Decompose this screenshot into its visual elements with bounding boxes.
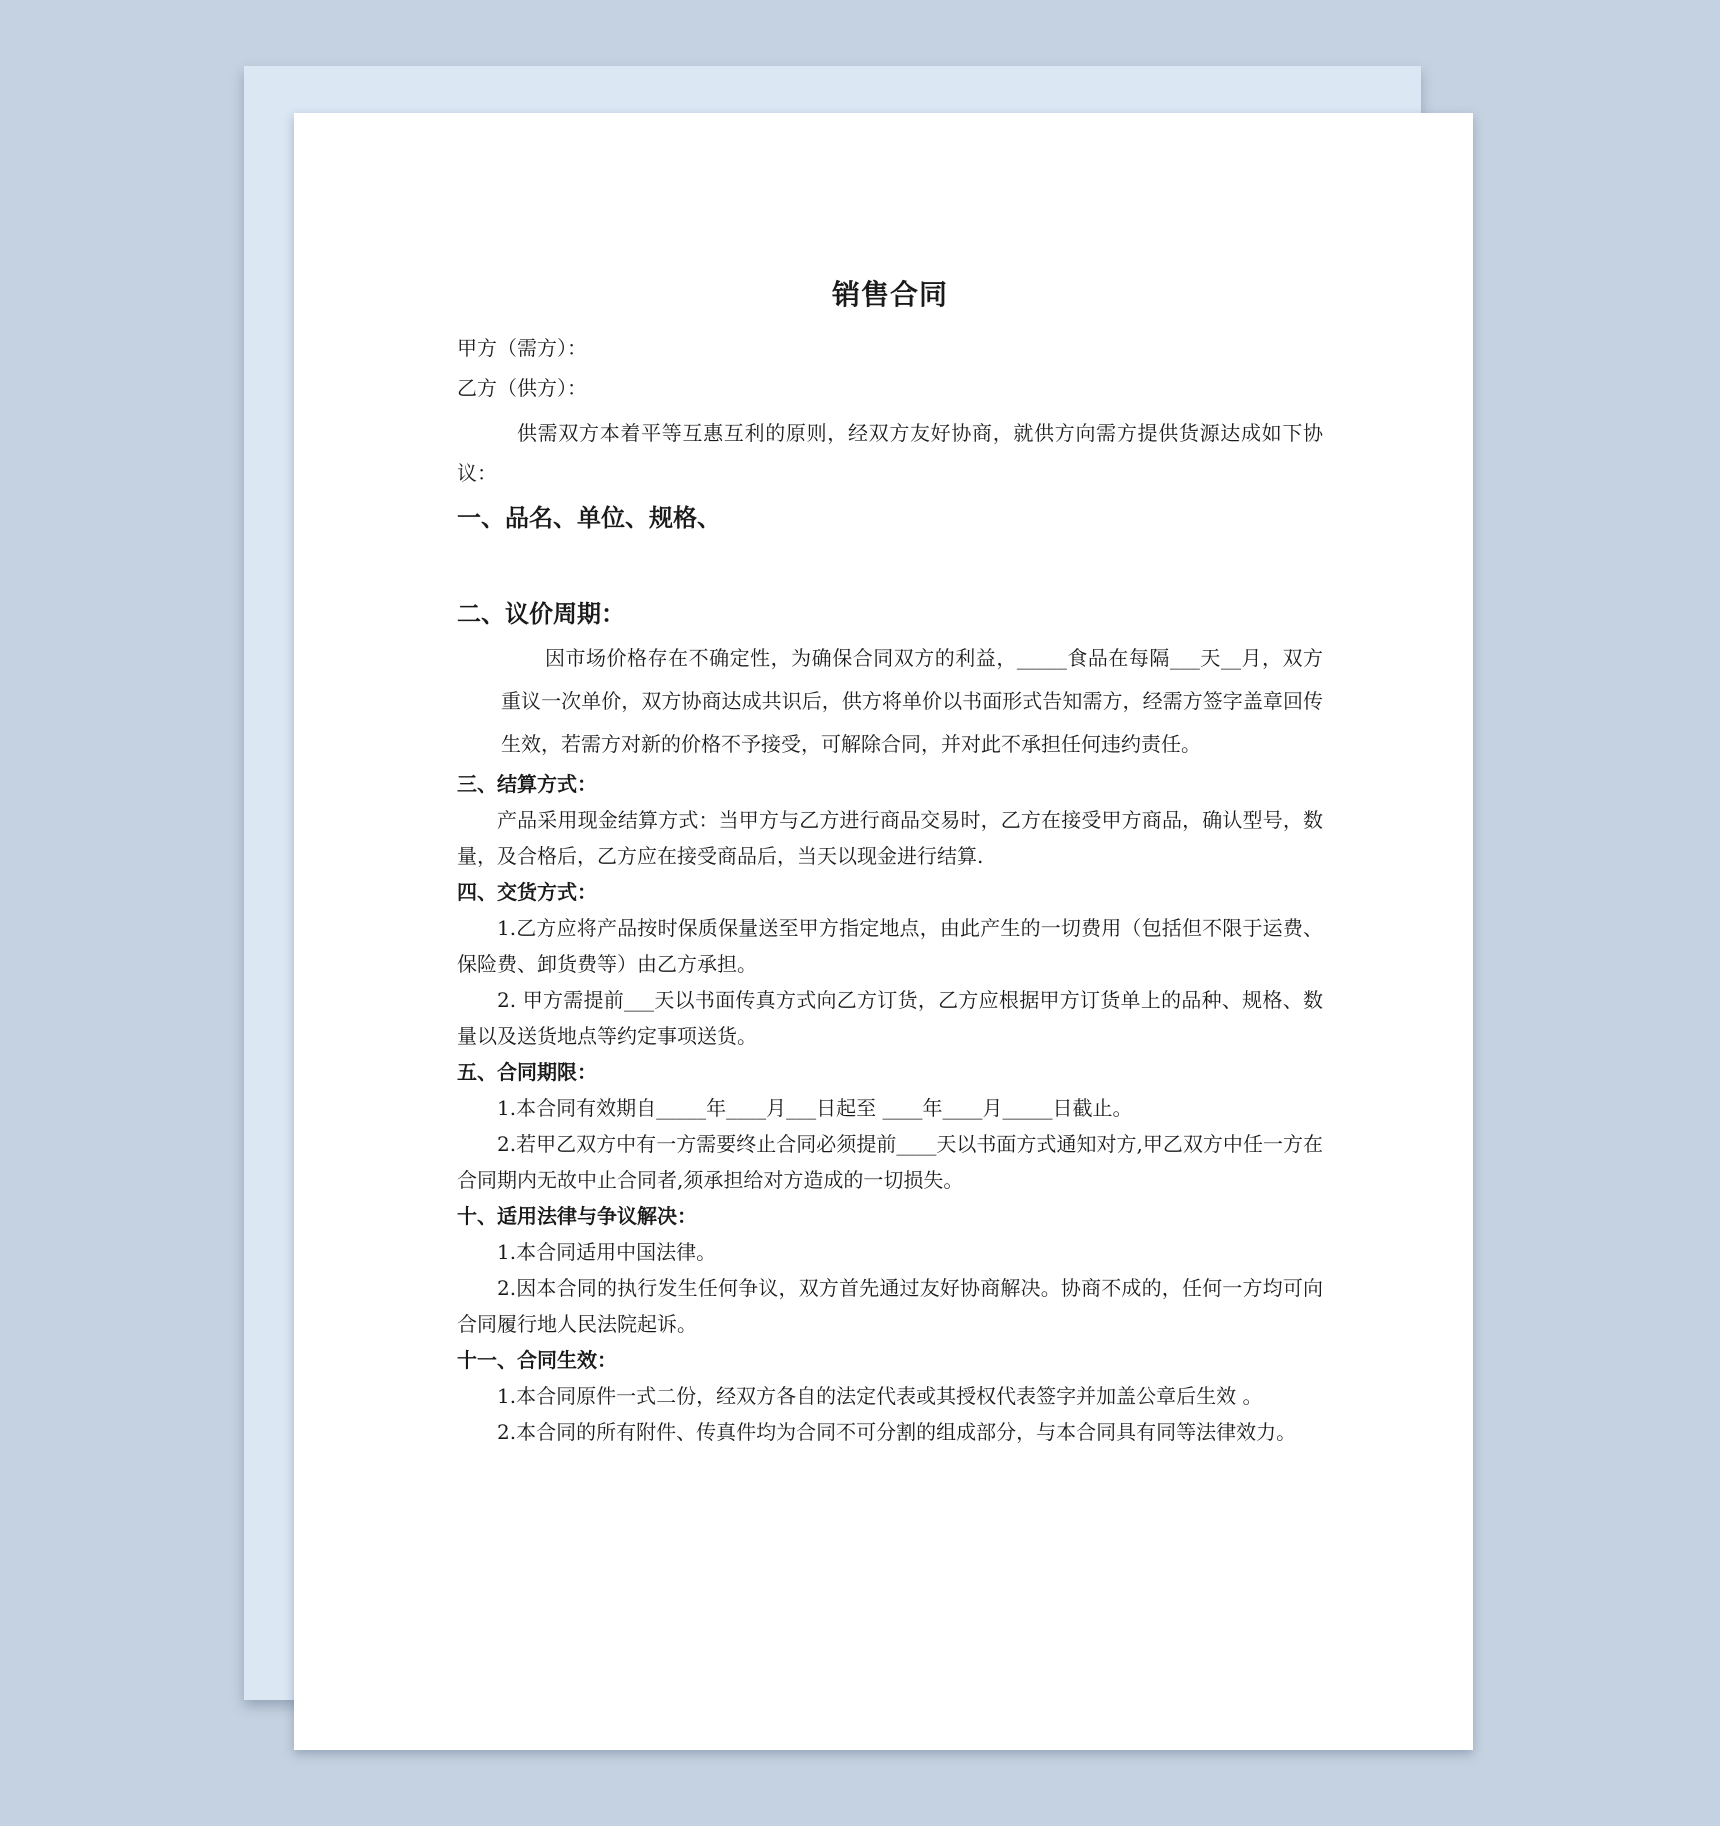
section-2-heading: 二、议价周期：	[457, 600, 625, 628]
section-3-heading: 三、结算方式：	[457, 772, 597, 796]
section-4-item-2: 2. 甲方需提前___天以书面传真方式向乙方订货，乙方应根据甲方订货单上的品种、规格、数量以及送货地点等约定事项送货。	[457, 988, 1323, 1048]
section-11-item-1: 1.本合同原件一式二份，经双方各自的法定代表或其授权代表签字并加盖公章后生效 。	[497, 1384, 1263, 1408]
party-b-line: 乙方（供方）：	[457, 376, 587, 400]
preamble-paragraph: 供需双方本着平等互惠互利的原则，经双方友好协商，就供方向需方提供货源达成如下协议：	[457, 421, 1323, 485]
section-1-heading: 一、品名、单位、规格、	[457, 504, 721, 532]
section-10-item-1: 1.本合同适用中国法律。	[497, 1240, 717, 1264]
section-4-heading: 四、交货方式：	[457, 880, 597, 904]
section-11-heading: 十一、合同生效：	[457, 1348, 617, 1372]
section-5-item-1: 1.本合同有效期自_____年____月___日起至 ____年____月_____日截止。	[497, 1096, 1133, 1120]
section-5-item-2: 2.若甲乙双方中有一方需要终止合同必须提前____天以书面方式通知对方,甲乙双方中任一方在合同期内无故中止合同者,须承担给对方造成的一切损失。	[457, 1132, 1323, 1192]
section-10-item-2: 2.因本合同的执行发生任何争议，双方首先通过友好协商解决。协商不成的，任何一方均可向合同履行地人民法院起诉。	[457, 1276, 1323, 1336]
section-5-heading: 五、合同期限：	[457, 1060, 597, 1084]
document-content	[457, 273, 1323, 1450]
section-3-paragraph: 产品采用现金结算方式：当甲方与乙方进行商品交易时，乙方在接受甲方商品，确认型号，数量，及合格后，乙方应在接受商品后，当天以现金进行结算.	[457, 808, 1323, 868]
document-title: 销售合同	[831, 278, 948, 311]
section-2-paragraph: 因市场价格存在不确定性，为确保合同双方的利益，_____食品在每隔___天__月，双方重议一次单价，双方协商达成共识后，供方将单价以书面形式告知需方，经需方签字盖章回传生效，若需方对新的价格不予接受，可解除合同，并对此不承担任何违约责任。	[501, 646, 1323, 756]
document-page	[294, 113, 1473, 1750]
section-4-item-1: 1.乙方应将产品按时保质保量送至甲方指定地点，由此产生的一切费用（包括但不限于运费、保险费、卸货费等）由乙方承担。	[457, 916, 1323, 976]
party-a-line: 甲方（需方）：	[457, 336, 587, 360]
section-10-heading: 十、适用法律与争议解决：	[457, 1204, 697, 1228]
section-11-item-2: 2.本合同的所有附件、传真件均为合同不可分割的组成部分，与本合同具有同等法律效力。	[497, 1420, 1297, 1444]
